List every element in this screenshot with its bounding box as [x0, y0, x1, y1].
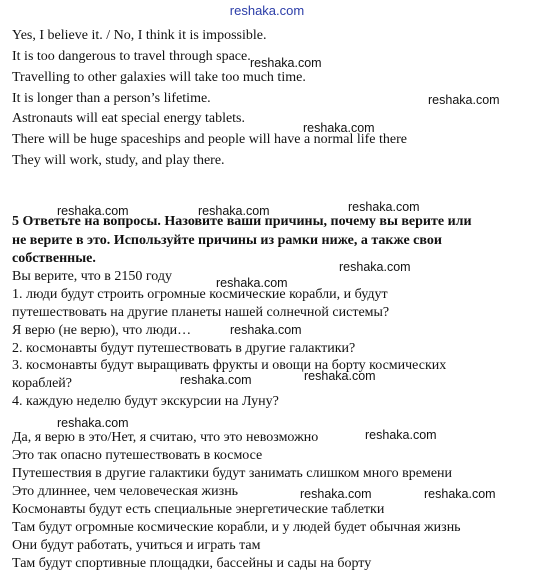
english-line: They will work, study, and play there. — [12, 153, 225, 168]
reason-line: Да, я верю в это/Нет, я считаю, что это невозможно — [12, 430, 319, 445]
english-line: Travelling to other galaxies will take too much time. — [12, 70, 306, 85]
reason-line: Там будут спортивные площадки, бассейны и сады на борту — [12, 556, 372, 571]
reason-line: Это длиннее, чем человеческая жизнь — [12, 484, 239, 499]
reason-line: Это так опасно путешествовать в космосе — [12, 448, 263, 463]
watermark: reshaka.com — [230, 323, 302, 337]
watermark: reshaka.com — [57, 204, 129, 218]
watermark: reshaka.com — [216, 276, 288, 290]
reason-line: Там будут огромные космические корабли, и у людей будет обычная жизнь — [12, 520, 461, 535]
question-line: путешествовать на другие планеты нашей солнечной системы? — [12, 305, 390, 320]
watermark: reshaka.com — [424, 487, 496, 501]
reason-line: Они будут работать, учиться и играть там — [12, 538, 261, 553]
watermark: reshaka.com — [348, 200, 420, 214]
watermark: reshaka.com — [250, 56, 322, 70]
question-line: 2. космонавты будут путешествовать в другие галактики? — [12, 341, 356, 356]
header-watermark: reshaka.com — [229, 3, 305, 18]
watermark: reshaka.com — [339, 260, 411, 274]
question-line: кораблей? — [12, 376, 72, 391]
watermark: reshaka.com — [198, 204, 270, 218]
english-line: It is too dangerous to travel through space. — [12, 49, 251, 64]
task-heading-line: собственные. — [12, 251, 96, 266]
english-line: Astronauts will eat special energy tablets. — [12, 111, 246, 126]
question-line: 1. люди будут строить огромные космические корабли, и будут — [12, 287, 388, 302]
task-heading-line: не верите в это. Используйте причины из рамки ниже, а также свои — [12, 233, 442, 248]
english-line: It is longer than a person’s lifetime. — [12, 91, 211, 106]
watermark: reshaka.com — [365, 428, 437, 442]
watermark: reshaka.com — [304, 369, 376, 383]
watermark: reshaka.com — [180, 373, 252, 387]
question-line: Я верю (не верю), что люди… — [12, 323, 192, 338]
question-line: 4. каждую неделю будут экскурсии на Луну? — [12, 394, 279, 409]
watermark: reshaka.com — [303, 121, 375, 135]
watermark: reshaka.com — [428, 93, 500, 107]
english-line: There will be huge spaceships and people will have a normal life there — [12, 132, 407, 147]
reason-line: Космонавты будут есть специальные энергетические таблетки — [12, 502, 385, 517]
english-line: Yes, I believe it. / No, I think it is impossible. — [12, 28, 267, 43]
question-line: 3. космонавты будут выращивать фрукты и овощи на борту космических — [12, 358, 447, 373]
reason-line: Путешествия в другие галактики будут занимать слишком много времени — [12, 466, 453, 481]
watermark: reshaka.com — [57, 416, 129, 430]
watermark: reshaka.com — [300, 487, 372, 501]
question-line: Вы верите, что в 2150 году — [12, 269, 173, 284]
task-heading-line: 5 Ответьте на вопросы. Назовите ваши причины, почему вы верите или — [12, 214, 472, 229]
